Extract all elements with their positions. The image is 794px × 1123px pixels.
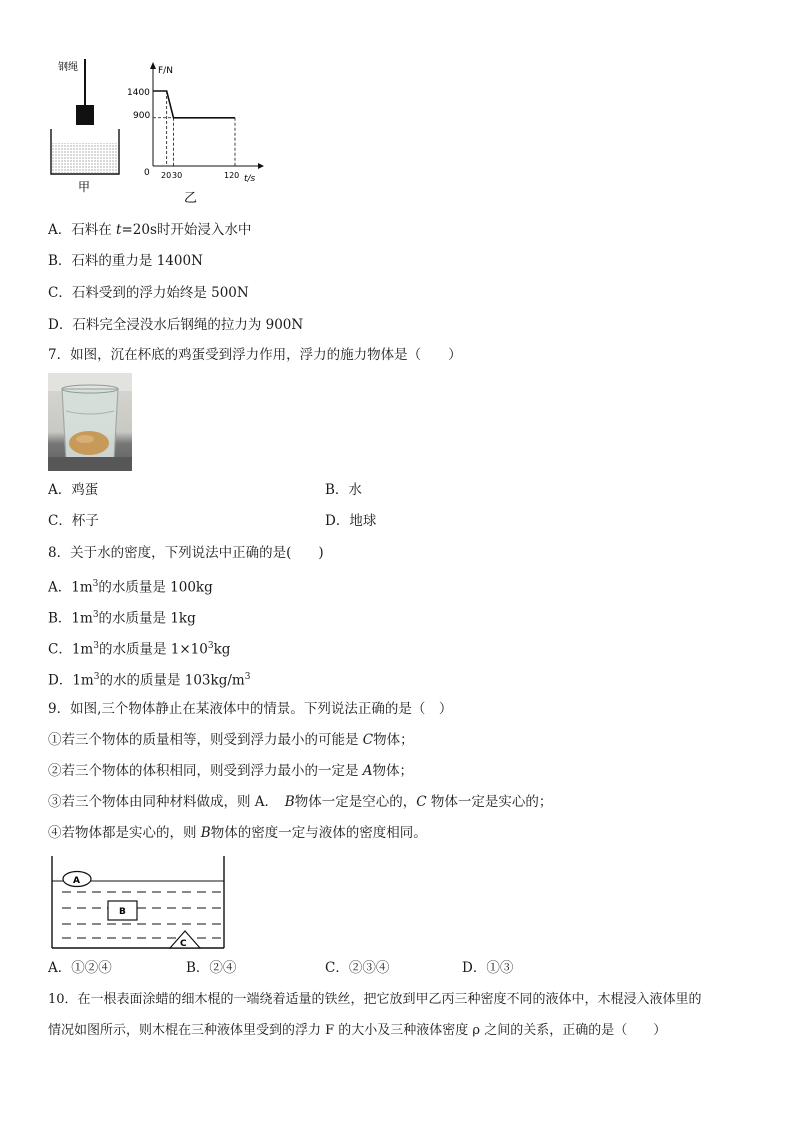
q8-option-b: B．$1m^3$的水质量是 1kg [48,610,196,627]
q9-statement-3: ③若三个物体由同种材料做成，则 A． B物体一定是空心的，C 物体一定是实心的； [48,794,553,810]
chart-yi [125,58,265,208]
object-b-label: B [119,907,126,917]
q9-option-b: B．②④ [186,960,237,976]
q9-option-d: D．①③ [462,960,514,976]
q8-option-a: A．$1m^3$的水质量是 100kg [48,579,213,596]
egg-in-cup-photo [48,373,132,471]
y-axis-arrow [150,62,156,69]
q6-option-a: A．石料在 t=20s时开始浸入水中 [48,222,252,238]
q6-option-d: D．石料完全浸没水后钢绳的拉力为 900N [48,317,304,333]
origin-label: 0 [144,168,150,178]
object-c-label: C [180,939,187,949]
q9-stem: 9．如图,三个物体静止在某液体中的情景。下列说法正确的是（ ） [48,701,453,717]
y-tick-900: 900 [133,111,151,121]
q9-option-c: C．②③④ [325,960,390,976]
water [52,143,118,173]
q9-option-a: A．①②④ [48,960,112,976]
q7-option-c: C．杯子 [48,513,99,529]
q8-stem: 8．关于水的密度，下列说法中正确的是( ) [48,545,324,561]
q8-option-c: C．$1m^3$的水质量是 $1\times 10^3kg$ [48,641,231,658]
q8-option-d: D．$1m^3$的水的质量是 $103kg/m^3$ [48,672,251,689]
label-yi: 乙 [184,191,198,206]
x-tick-30: 30 [172,171,183,180]
figure-jia [40,55,130,205]
stone-block [76,105,94,125]
q9-statement-1: ①若三个物体的质量相等，则受到浮力最小的可能是 C物体； [48,732,414,748]
figure-three-objects [48,852,228,952]
q10-stem-line-2: 情况如图所示，则木棍在三种液体里受到的浮力 F 的大小及三种液体密度 ρ 之间的关系，正确的是（ ） [48,1023,667,1038]
y-tick-1400: 1400 [127,88,150,98]
x-tick-20: 20 [161,171,172,180]
x-tick-120: 120 [224,171,240,180]
q7-option-a: A．鸡蛋 [48,482,99,498]
graph-marks [153,91,235,166]
q7-option-d: D．地球 [325,513,377,529]
y-axis-label: F/N [158,66,173,76]
label-jia: 甲 [78,180,91,194]
q9-statement-4: ④若物体都是实心的，则 B物体的密度一定与液体的密度相同。 [48,825,427,841]
q7-option-b: B．水 [325,482,362,498]
x-axis-arrow [258,163,264,169]
q9-statement-2: ②若三个物体的体积相同，则受到浮力最小的一定是 A物体； [48,763,414,779]
q10-stem-line-1: 10．在一根表面涂蜡的细木棍的一端绕着适量的铁丝，把它放到甲乙丙三种密度不同的液体中，木棍浸入液体里的 [48,992,702,1007]
q6-option-b: B．石料的重力是 1400N [48,253,203,269]
q6-option-c: C．石料受到的浮力始终是 500N [48,285,249,301]
q7-stem: 7．如图，沉在杯底的鸡蛋受到浮力作用，浮力的施力物体是（ ） [48,347,462,363]
rope-label: 钢绳 [58,62,78,73]
force-line [153,91,235,118]
object-a-label: A [73,876,80,886]
x-axis-label: t/s [244,174,256,184]
